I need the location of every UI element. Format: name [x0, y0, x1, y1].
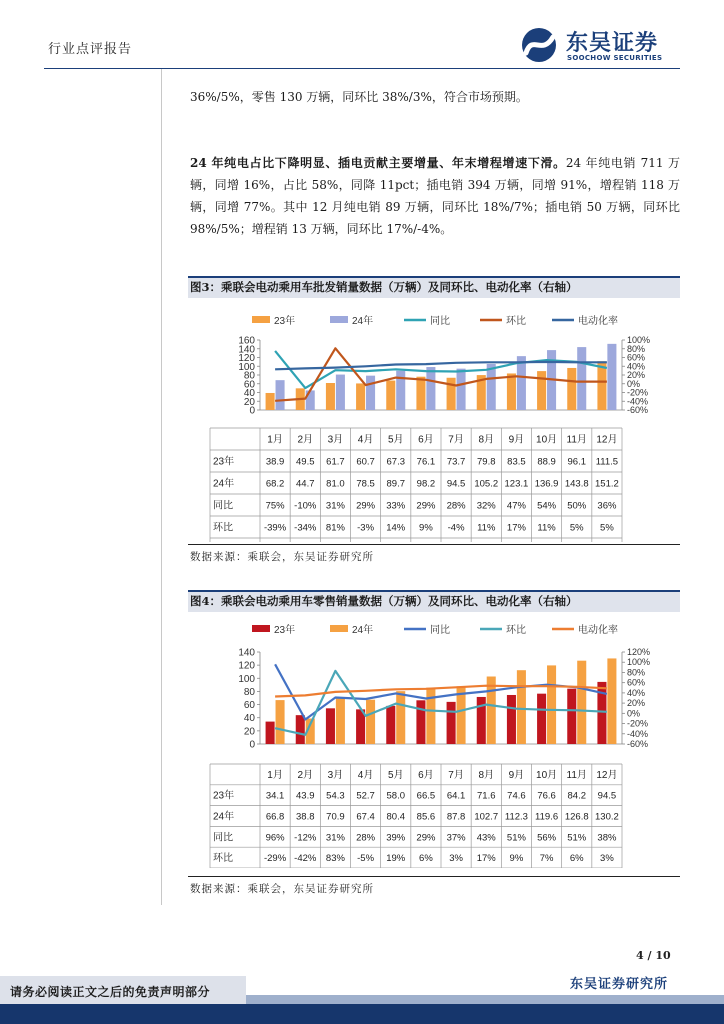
- table-cell: 70.9: [326, 811, 345, 823]
- chart-svg-3: [190, 306, 678, 542]
- bar-24: [517, 356, 526, 410]
- paragraph-2-body: 24 年纯电销 711 万辆，同增 16%，占比 58%，同降 11pct；插电销 394 万辆，同增 91%，增程销 118 万辆，同增 77%。其中 12 月纯电销 89 万辆，同环比 18%/7%；插电销 50 万辆，同环比 98%/5%；增程销 13 万辆，同环比 17%/-4%。: [190, 156, 680, 236]
- legend-label: 23年: [274, 625, 296, 636]
- bar-24: [366, 376, 375, 410]
- legend-label: 电动化率: [578, 625, 618, 636]
- header-divider: [44, 68, 680, 69]
- x-tick-label: 3月: [327, 769, 344, 781]
- table-cell: 51%: [506, 832, 526, 844]
- figure-3-source: 数据来源：乘联会，东吴证券研究所: [190, 551, 374, 563]
- bar-23: [296, 715, 305, 744]
- table-cell: 79.8: [477, 456, 496, 468]
- table-cell: 94.5: [446, 478, 466, 490]
- table-cell: 78.5: [356, 478, 375, 490]
- table-cell: 83.5: [507, 456, 526, 468]
- x-tick-label: 11月: [566, 769, 587, 781]
- logo-en-text: SOOCHOW SECURITIES: [567, 54, 663, 62]
- table-cell: 9%: [509, 853, 524, 865]
- y2-tick-label: -40%: [627, 396, 649, 407]
- figure-4-title: 图4：乘联会电动乘用车零售销量数据（万辆）及同环比、电动化率（右轴）: [188, 590, 680, 612]
- legend-label: 环比: [506, 316, 526, 327]
- margin-line: [161, 69, 162, 905]
- bar-24: [276, 380, 285, 410]
- legend-label: 23年: [274, 316, 296, 327]
- y2-tick-label: 100%: [627, 657, 651, 668]
- footer-bar-light: [246, 995, 724, 1004]
- y-tick-label: 100: [238, 361, 255, 373]
- y2-tick-label: -20%: [627, 387, 649, 398]
- table-cell: -5%: [357, 853, 375, 865]
- table-cell: 49.5: [296, 456, 315, 468]
- table-cell: 14%: [386, 522, 406, 534]
- report-type: 行业点评报告: [48, 42, 133, 57]
- x-tick-label: 12月: [596, 769, 618, 781]
- table-cell: 33%: [386, 500, 406, 512]
- table-cell: 9%: [419, 522, 433, 534]
- table-cell: 126.8: [564, 811, 589, 823]
- x-tick-label: 12月: [596, 434, 618, 446]
- table-row-label: 23年: [213, 456, 235, 468]
- legend-label: 同比: [430, 625, 450, 636]
- table-cell: 3%: [600, 853, 614, 865]
- legend-swatch: [330, 316, 348, 323]
- table-cell: 88.9: [537, 456, 556, 468]
- y2-tick-label: -20%: [627, 718, 649, 729]
- x-tick-label: 5月: [387, 769, 404, 781]
- y-tick-label: 140: [238, 647, 255, 659]
- y2-tick-label: 100%: [627, 335, 651, 345]
- table-row-label: 24年: [213, 478, 235, 490]
- x-tick-label: 5月: [387, 434, 404, 446]
- table-cell: 51%: [567, 832, 587, 844]
- table-cell: 64.1: [446, 790, 466, 802]
- table-cell: -29%: [263, 853, 287, 865]
- bar-23: [266, 393, 275, 410]
- table-cell: 80.4: [386, 811, 405, 823]
- figure-4-rule: [188, 876, 680, 877]
- y-tick-label: 120: [238, 353, 255, 364]
- bar-24: [487, 364, 496, 410]
- paragraph-2-lead: 24 年纯电占比下降明显、插电贡献主要增量、年末增程增速下滑。: [190, 156, 566, 170]
- y-tick-label: 120: [238, 660, 255, 672]
- x-tick-label: 8月: [478, 434, 495, 446]
- legend-label: 电动化率: [578, 316, 618, 327]
- y2-tick-label: 20%: [627, 698, 646, 709]
- table-cell: 96%: [265, 832, 285, 844]
- table-cell: 32%: [476, 500, 496, 512]
- x-tick-label: 3月: [327, 434, 344, 446]
- legend-swatch: [330, 625, 348, 632]
- bar-24: [607, 344, 616, 410]
- table-row-label: 同比: [213, 832, 233, 844]
- bar-23: [447, 702, 456, 744]
- y-tick-label: 0: [249, 405, 255, 417]
- table-cell: 81%: [325, 522, 345, 534]
- y-tick-label: 60: [243, 379, 255, 391]
- table-cell: 98.2: [416, 478, 436, 490]
- table-cell: 67.3: [386, 456, 405, 468]
- table-cell: 5%: [600, 522, 614, 534]
- figure-3-chart: [190, 306, 678, 542]
- table-cell: -4%: [447, 522, 465, 534]
- y2-tick-label: 20%: [627, 370, 646, 380]
- table-row-label: 环比: [213, 853, 233, 865]
- table-cell: 102.7: [474, 811, 499, 823]
- x-tick-label: 1月: [267, 769, 283, 781]
- table-cell: 31%: [325, 500, 345, 512]
- y-tick-label: 40: [243, 388, 255, 399]
- soochow-logo-icon: [520, 26, 560, 64]
- bar-24: [336, 375, 345, 410]
- logo-cn-text: 东吴证券: [566, 31, 659, 56]
- y2-tick-label: -40%: [627, 728, 649, 739]
- x-tick-label: 10月: [536, 769, 558, 781]
- x-tick-label: 9月: [508, 769, 525, 781]
- bar-24: [517, 670, 526, 744]
- bar-23: [416, 700, 425, 744]
- x-tick-label: 1月: [267, 434, 283, 446]
- table-cell: 112.3: [504, 811, 528, 823]
- table-cell: 75%: [265, 500, 285, 512]
- table-cell: 11%: [537, 522, 556, 534]
- table-cell: 73.7: [446, 456, 466, 468]
- bar-24: [276, 700, 285, 744]
- table-cell: 43.9: [296, 790, 315, 802]
- y2-tick-label: 0%: [627, 378, 641, 389]
- bar-24: [336, 697, 345, 744]
- y2-tick-label: -60%: [627, 405, 649, 415]
- table-row-label: 23年: [213, 790, 235, 802]
- x-tick-label: 10月: [536, 434, 558, 446]
- table-cell: 111.5: [595, 456, 619, 468]
- y2-tick-label: 80%: [627, 343, 646, 354]
- legend-label: 同比: [430, 316, 450, 327]
- table-cell: 84.2: [567, 790, 586, 802]
- table-cell: 68.2: [265, 478, 285, 490]
- footer-bar-dark: [0, 1004, 724, 1024]
- bar-24: [426, 367, 435, 410]
- x-tick-label: 2月: [297, 769, 314, 781]
- bar-23: [537, 371, 546, 410]
- bar-23: [507, 373, 516, 410]
- table-cell: 31%: [325, 832, 345, 844]
- table-cell: 29%: [356, 500, 376, 512]
- table-cell: 87.8: [446, 811, 466, 823]
- table-cell: 66.5: [416, 790, 436, 802]
- figure-3-title: 图3：乘联会电动乘用车批发销量数据（万辆）及同环比、电动化率（右轴）: [188, 276, 680, 298]
- table-cell: 123.1: [504, 478, 529, 490]
- legend-swatch: [252, 625, 270, 632]
- table-cell: 85.6: [416, 811, 436, 823]
- table-cell: 61.7: [326, 456, 345, 468]
- table-cell: 76.6: [537, 790, 556, 802]
- table-cell: 54%: [537, 500, 557, 512]
- figure-4-chart: [190, 620, 678, 868]
- table-cell: 17%: [476, 853, 496, 865]
- legend-label: 环比: [506, 625, 526, 636]
- y-tick-label: 80: [243, 686, 255, 698]
- bar-23: [447, 378, 456, 410]
- y-tick-label: 60: [243, 700, 255, 712]
- table-cell: 83%: [325, 853, 345, 865]
- table-cell: 151.2: [595, 478, 619, 490]
- bar-24: [306, 390, 315, 410]
- table-cell: 6%: [419, 853, 433, 865]
- table-cell: 43%: [476, 832, 496, 844]
- y2-tick-label: 60%: [627, 677, 646, 688]
- bar-23: [567, 368, 576, 410]
- bar-24: [457, 369, 466, 410]
- table-cell: 81.0: [326, 478, 345, 490]
- table-cell: -12%: [294, 832, 317, 844]
- y-tick-label: 20: [243, 726, 255, 738]
- table-row-label: 同比: [213, 500, 233, 512]
- table-cell: 76.1: [416, 456, 436, 468]
- table-cell: 47%: [506, 500, 526, 512]
- bar-23: [266, 722, 275, 744]
- y2-tick-label: -60%: [627, 739, 649, 749]
- bar-24: [366, 700, 375, 744]
- table-cell: -34%: [294, 522, 317, 534]
- table-cell: 50%: [567, 500, 587, 512]
- line-series-3: [275, 671, 607, 735]
- table-cell: 29%: [416, 832, 436, 844]
- table-cell: 130.2: [595, 811, 619, 823]
- table-cell: 38.9: [265, 456, 285, 468]
- x-tick-label: 8月: [478, 769, 495, 781]
- table-cell: -3%: [357, 522, 375, 534]
- table-cell: 6%: [569, 853, 584, 865]
- legend-label: 24年: [352, 625, 374, 636]
- bar-24: [426, 688, 435, 744]
- bar-23: [326, 383, 335, 410]
- y-tick-label: 140: [238, 344, 255, 356]
- table-cell: 105.2: [474, 478, 499, 490]
- table-cell: -10%: [294, 500, 317, 512]
- x-tick-label: 7月: [448, 769, 464, 781]
- x-tick-label: 2月: [297, 434, 314, 446]
- table-cell: 39%: [386, 832, 406, 844]
- y2-tick-label: 0%: [627, 708, 641, 719]
- company-logo: [520, 26, 680, 64]
- bar-23: [567, 689, 576, 744]
- table-cell: 89.7: [386, 478, 405, 490]
- bar-23: [386, 706, 395, 744]
- table-cell: 5%: [569, 522, 584, 534]
- bar-24: [396, 691, 405, 744]
- table-cell: 44.7: [296, 478, 315, 490]
- y2-tick-label: 80%: [627, 667, 646, 678]
- table-cell: 66.8: [265, 811, 285, 823]
- table-cell: 67.4: [356, 811, 375, 823]
- y-tick-label: 20: [243, 396, 255, 408]
- table-cell: 119.6: [535, 811, 559, 823]
- y-tick-label: 0: [249, 739, 255, 751]
- bar-23: [537, 694, 546, 744]
- table-cell: 136.9: [534, 478, 559, 490]
- figure-3-rule: [188, 544, 680, 545]
- y2-tick-label: 40%: [627, 361, 646, 372]
- table-cell: 37%: [446, 832, 466, 844]
- bar-23: [416, 377, 425, 410]
- bar-23: [326, 708, 335, 744]
- table-cell: 60.7: [356, 456, 375, 468]
- table-cell: 38%: [597, 832, 617, 844]
- bar-24: [577, 347, 586, 410]
- disclaimer-text: 请务必阅读正文之后的免责声明部分: [10, 985, 211, 999]
- table-cell: 52.7: [356, 790, 375, 802]
- table-cell: 28%: [356, 832, 376, 844]
- bar-23: [356, 383, 365, 410]
- table-cell: 58.0: [386, 790, 405, 802]
- line-series-3: [275, 348, 607, 401]
- figure-4-source: 数据来源：乘联会，东吴证券研究所: [190, 883, 374, 895]
- x-tick-label: 9月: [508, 434, 525, 446]
- table-cell: 17%: [506, 522, 526, 534]
- y2-tick-label: 120%: [627, 647, 651, 657]
- paragraph-1: 36%/5%，零售 130 万辆，同环比 38%/3%，符合市场预期。: [190, 90, 528, 104]
- bar-23: [507, 695, 516, 744]
- x-tick-label: 6月: [418, 769, 434, 781]
- y-tick-label: 40: [243, 713, 255, 725]
- y2-tick-label: 60%: [627, 352, 646, 363]
- x-tick-label: 11月: [566, 434, 587, 446]
- table-cell: -42%: [294, 853, 317, 865]
- y2-tick-label: 40%: [627, 687, 646, 698]
- legend-swatch: [252, 316, 270, 323]
- bar-23: [386, 381, 395, 410]
- y-tick-label: 80: [243, 370, 255, 382]
- table-cell: 7%: [539, 853, 554, 865]
- table-cell: 36%: [597, 500, 617, 512]
- table-cell: 28%: [446, 500, 466, 512]
- table-cell: 94.5: [597, 790, 617, 802]
- legend-label: 24年: [352, 316, 374, 327]
- table-cell: 74.6: [507, 790, 526, 802]
- y-tick-label: 100: [238, 673, 255, 685]
- footer-org: 东吴证券研究所: [570, 977, 669, 992]
- x-tick-label: 4月: [357, 769, 374, 781]
- bar-24: [607, 658, 616, 744]
- table-cell: 34.1: [265, 790, 285, 802]
- y-tick-label: 160: [238, 335, 255, 347]
- x-tick-label: 7月: [448, 434, 464, 446]
- table-cell: -39%: [263, 522, 287, 534]
- table-row-label: 环比: [213, 522, 233, 534]
- table-cell: 71.6: [477, 790, 496, 802]
- table-cell: 143.8: [564, 478, 589, 490]
- table-row-label: 24年: [213, 811, 235, 823]
- table-cell: 3%: [449, 853, 463, 865]
- x-tick-label: 6月: [418, 434, 434, 446]
- bar-24: [547, 665, 556, 744]
- x-tick-label: 4月: [357, 434, 374, 446]
- table-cell: 29%: [416, 500, 436, 512]
- table-cell: 38.8: [296, 811, 315, 823]
- table-cell: 54.3: [326, 790, 345, 802]
- table-cell: 19%: [386, 853, 406, 865]
- table-cell: 96.1: [567, 456, 586, 468]
- table-cell: 56%: [537, 832, 557, 844]
- table-cell: 11%: [477, 522, 496, 534]
- paragraph-2: [190, 152, 680, 240]
- page-number: 4 / 10: [636, 949, 671, 962]
- chart-svg-4: [190, 620, 678, 868]
- bar-24: [577, 661, 586, 744]
